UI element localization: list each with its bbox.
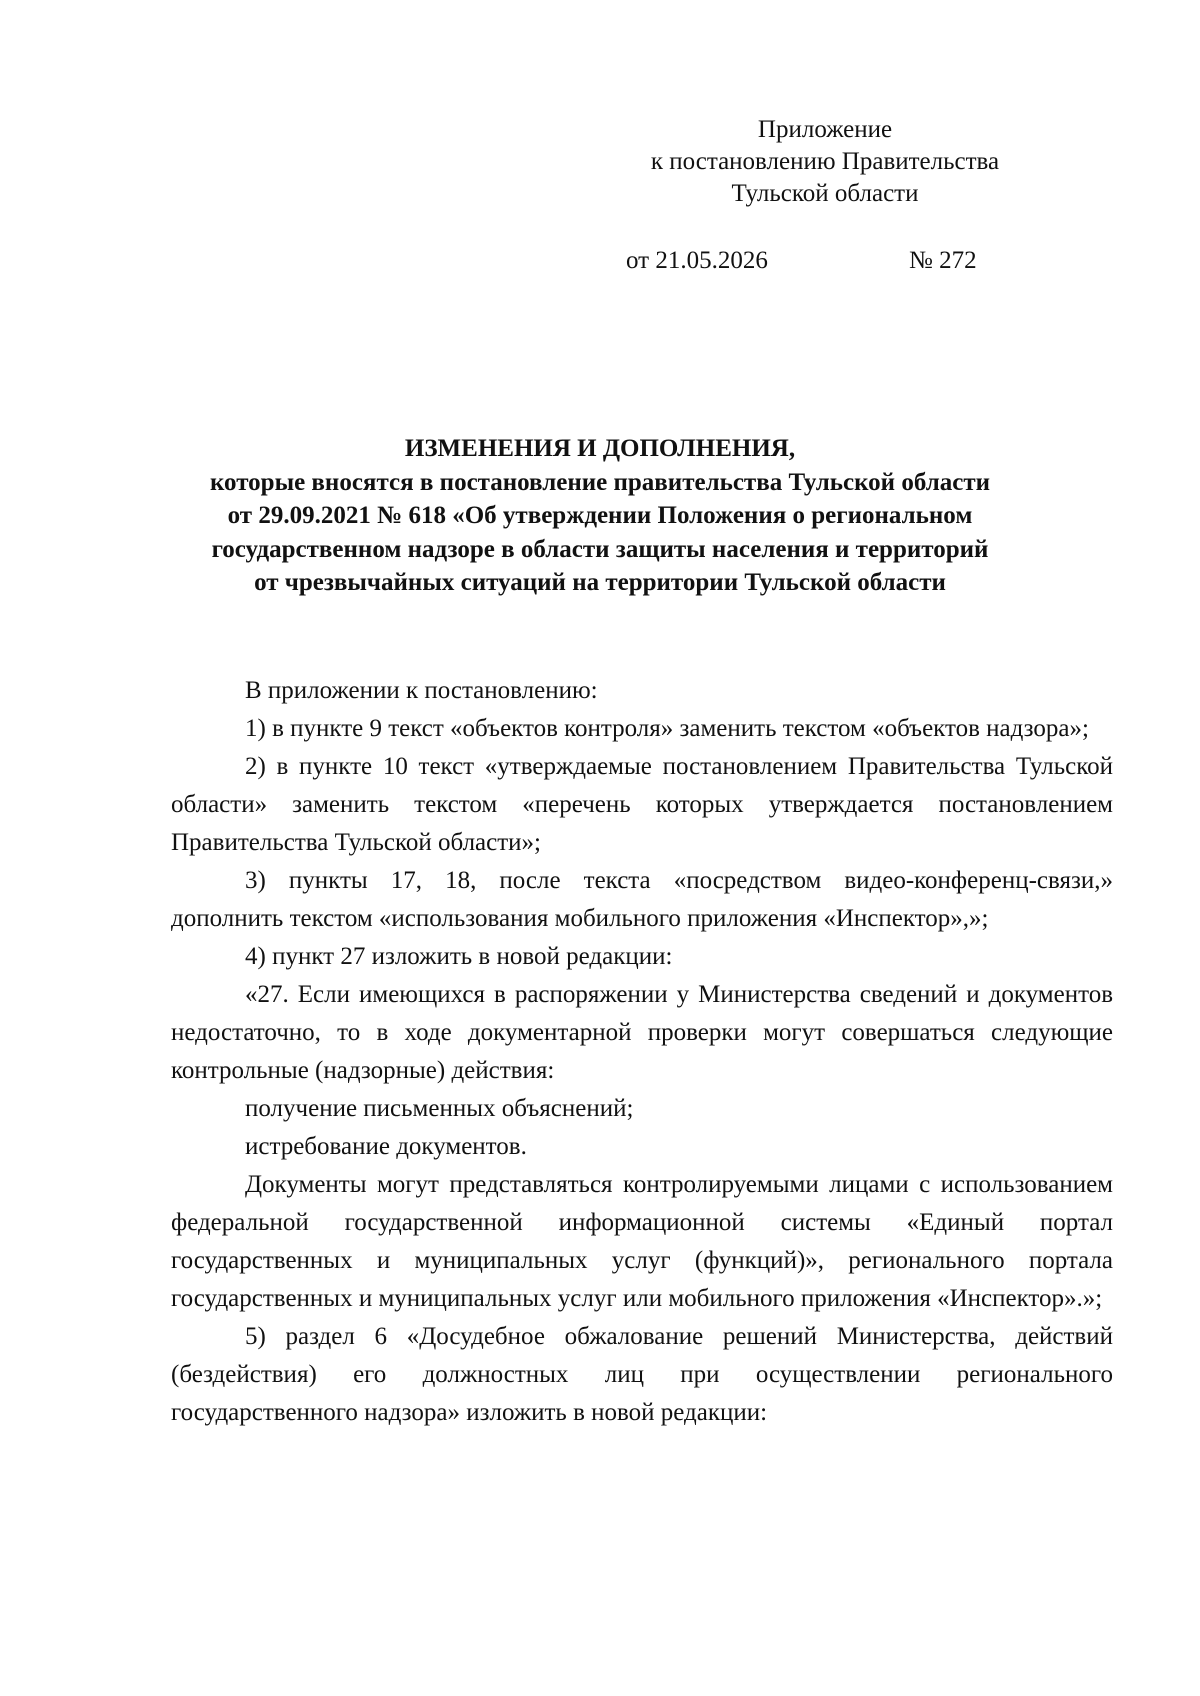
body-paragraph: Документы могут представляться контролируемыми лицами с использованием федеральной государственной информационной системы «Единый портал государственных и муниципальных услуг (функций)», регионального портала государственных и муниципальных услуг или мобильного приложения «Инспектор».»; [171,1171,1113,1312]
body-paragraph: истребование документов. [245,1133,527,1160]
appendix-block [595,114,1055,210]
body-paragraph: 3) пункты 17, 18, после текста «посредством видео-конференц-связи,» дополнить текстом «использования мобильного приложения «Инспектор»,»; [171,867,1113,932]
title-subtitle-line: от 29.09.2021 № 618 «Об утверждении Положения о региональном [227,502,973,529]
body-paragraph: 1) в пункте 9 текст «объектов контроля» заменить текстом «объектов надзора»; [245,715,1089,742]
document-body [171,672,1113,1432]
title-heading: ИЗМЕНЕНИЯ И ДОПОЛНЕНИЯ, [404,435,796,462]
document-date: от 21.05.2026 [626,247,768,274]
document-title [130,432,1070,600]
appendix-line: к постановлению Правительства [650,148,1000,175]
document-number: № 272 [909,247,977,274]
body-paragraph: «27. Если имеющихся в распоряжении у Министерства сведений и документов недостаточно, то в ходе документарной проверки могут совершаться следующие контрольные (надзорные) действия: [171,981,1113,1084]
title-subtitle-line: от чрезвычайных ситуаций на территории Тульской области [254,569,946,596]
body-paragraph: 5) раздел 6 «Досудебное обжалование решений Министерства, действий (бездействия) его должностных лиц при осуществлении регионального государственного надзора» изложить в новой редакции: [171,1323,1113,1426]
body-paragraph: 2) в пункте 10 текст «утверждаемые постановлением Правительства Тульской области» заменить текстом «перечень которых утверждается постановлением Правительства Тульской области»; [171,753,1113,856]
title-subtitle-line: государственном надзоре в области защиты населения и территорий [211,535,989,563]
body-paragraph: получение письменных объяснений; [245,1095,634,1122]
body-paragraph: В приложении к постановлению: [245,677,598,704]
appendix-line: Тульской области [731,180,919,207]
appendix-line: Приложение [757,116,893,143]
title-subtitle-line: которые вносятся в постановление правительства Тульской области [209,468,991,496]
body-paragraph: 4) пункт 27 изложить в новой редакции: [245,943,673,970]
